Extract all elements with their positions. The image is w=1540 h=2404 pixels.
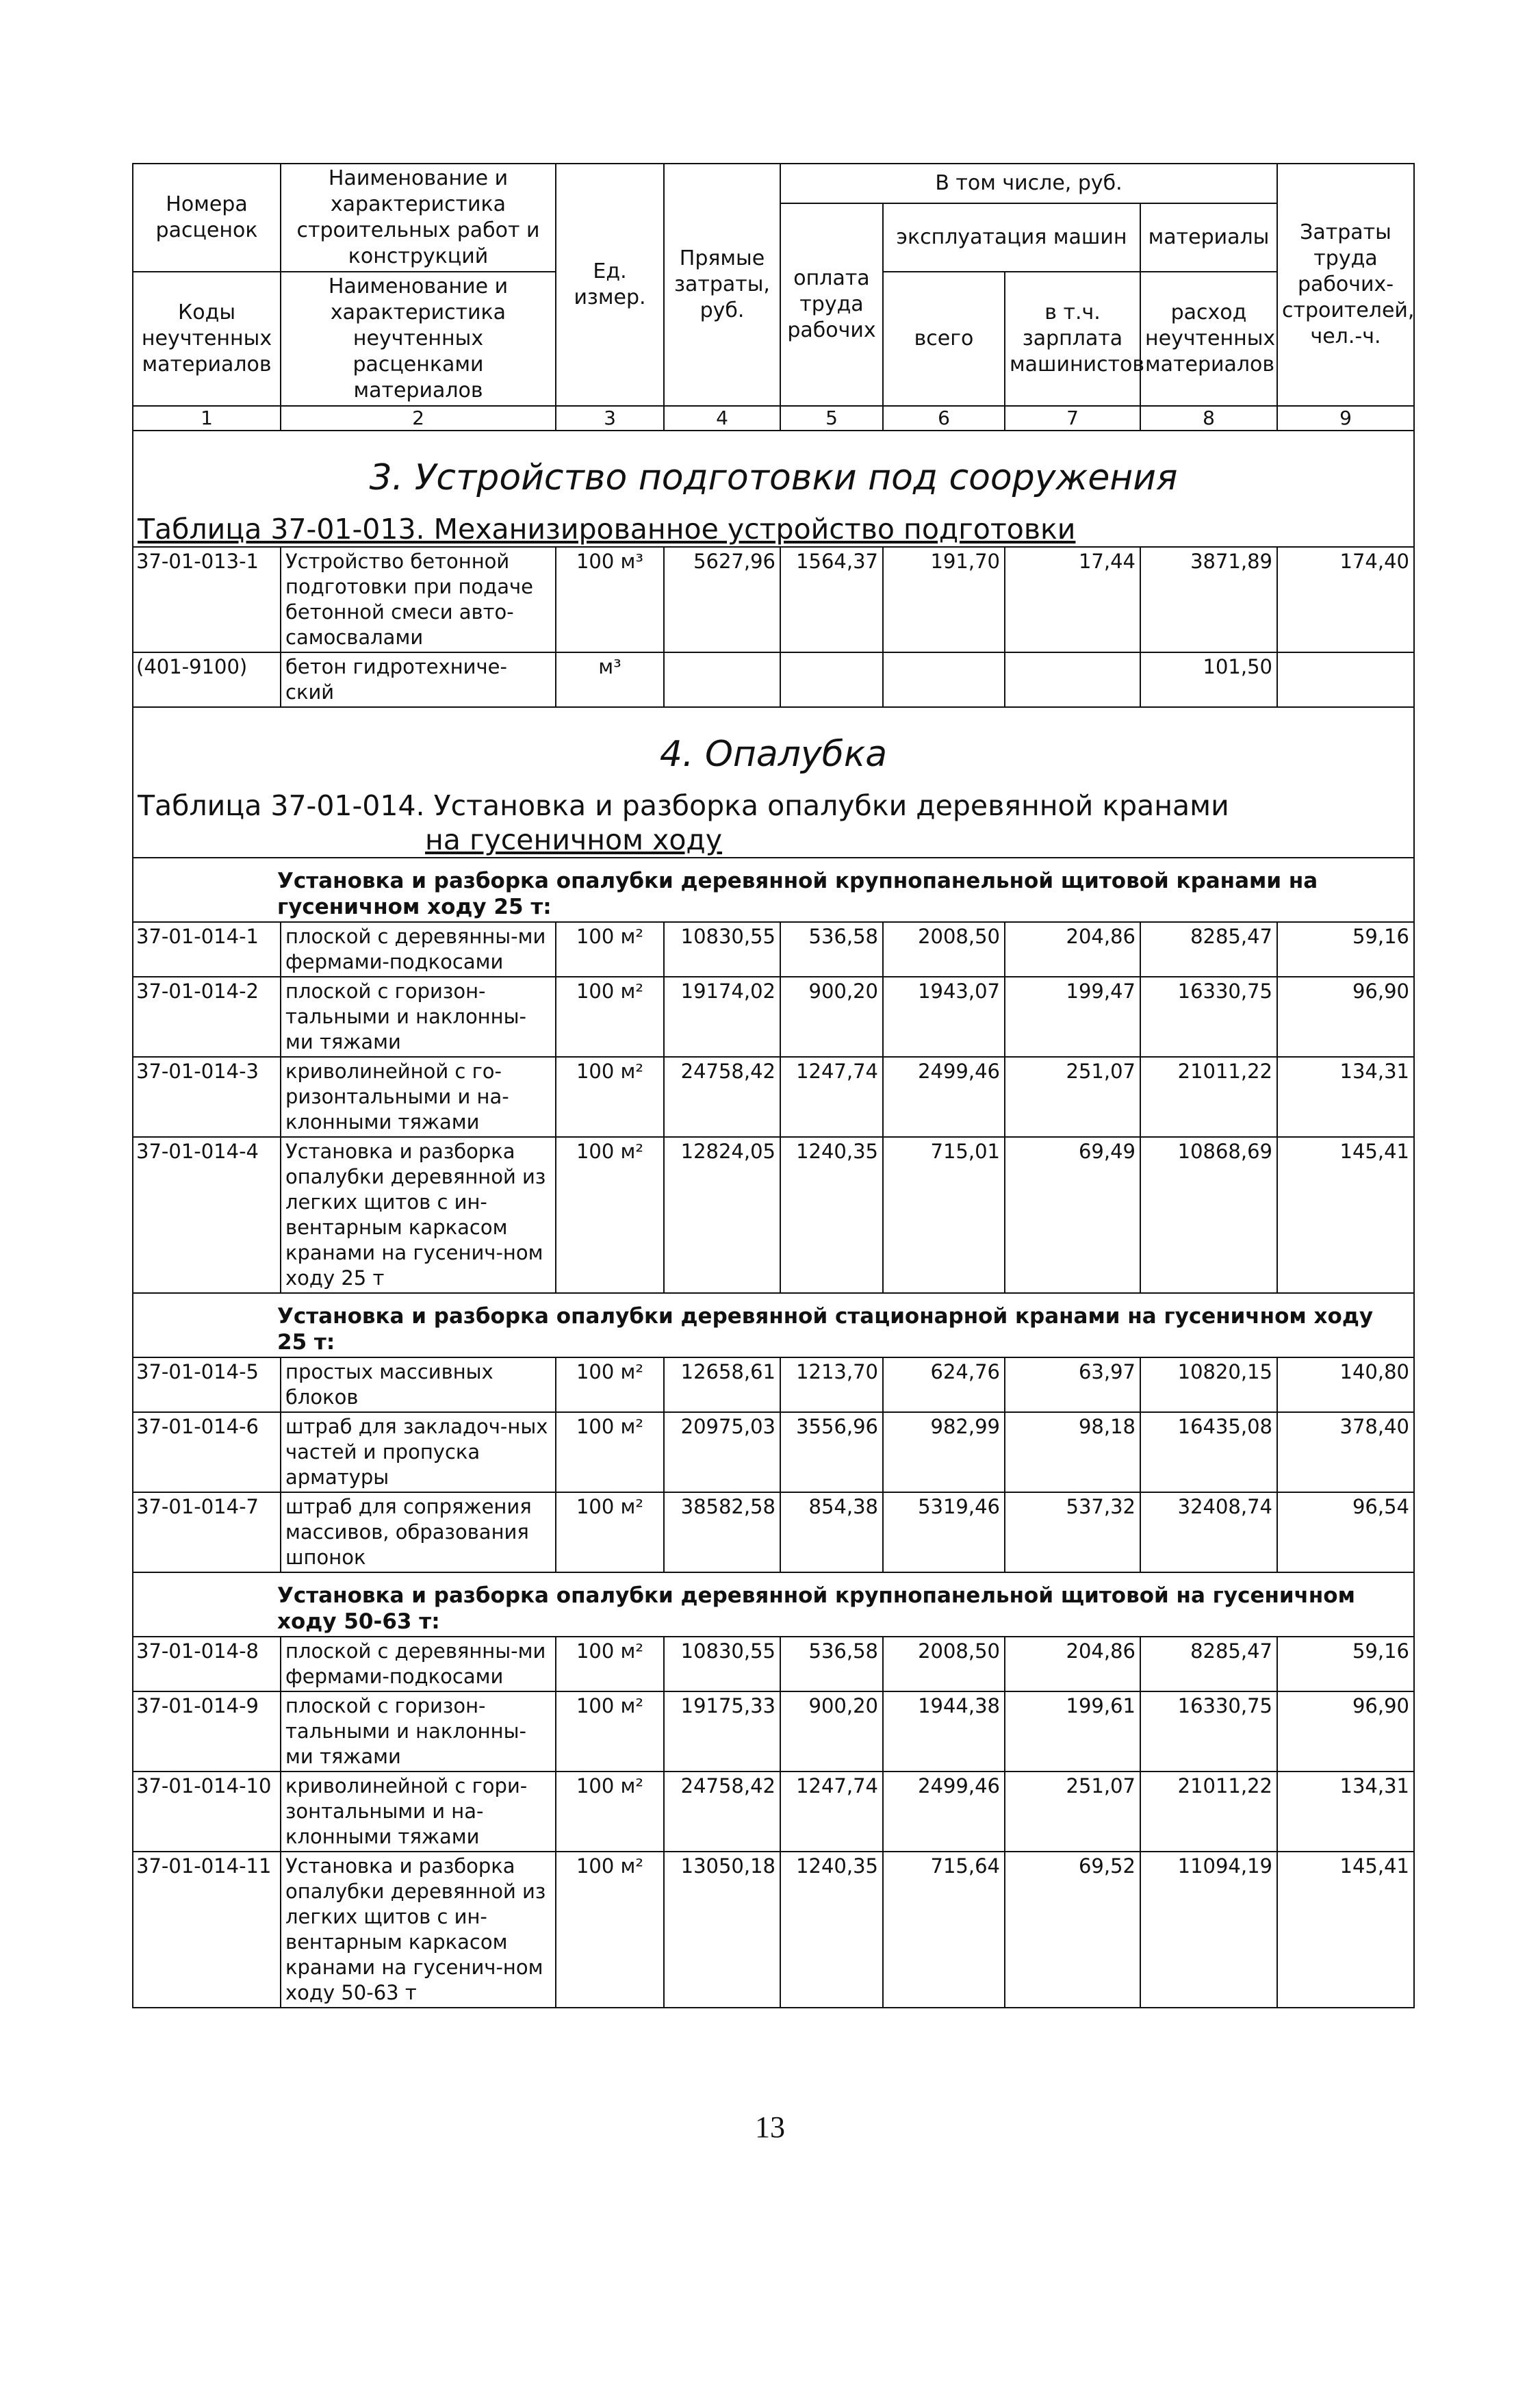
- rate-code: 37-01-014-6: [133, 1412, 281, 1492]
- materials: 32408,74: [1140, 1492, 1277, 1572]
- rate-code: 37-01-014-5: [133, 1357, 281, 1412]
- header-work-name: Наименование и характеристика строительных работ и конструкций: [281, 164, 556, 272]
- direct-costs: 24758,42: [664, 1772, 780, 1852]
- header-operator-wage: в т.ч. зарплата машинистов: [1005, 272, 1140, 406]
- materials: 16330,75: [1140, 1691, 1277, 1772]
- unit: 100 м²: [556, 1057, 664, 1137]
- direct-costs: 38582,58: [664, 1492, 780, 1572]
- labor-hours: 174,40: [1277, 547, 1414, 652]
- labor-hours: 59,16: [1277, 1637, 1414, 1691]
- rate-code: 37-01-014-4: [133, 1137, 281, 1293]
- table-row: [133, 1137, 1414, 1293]
- material-consumption: 101,50: [1140, 652, 1277, 707]
- materials: 10820,15: [1140, 1357, 1277, 1412]
- direct-costs: 12658,61: [664, 1357, 780, 1412]
- labor-hours: 140,80: [1277, 1357, 1414, 1412]
- header-unaccounted-codes: Коды неучтенных материалов: [133, 272, 281, 406]
- direct-costs: 19175,33: [664, 1691, 780, 1772]
- unit: 100 м²: [556, 1357, 664, 1412]
- header-including: В том числе, руб.: [780, 164, 1277, 203]
- table-row: [133, 922, 1414, 977]
- direct-costs: 20975,03: [664, 1412, 780, 1492]
- rate-code: 37-01-014-8: [133, 1637, 281, 1691]
- labor-hours: 59,16: [1277, 922, 1414, 977]
- labor-pay: 900,20: [780, 977, 883, 1057]
- table-row: [133, 547, 1414, 652]
- work-name: плоской с деревянны-ми фермами-подкосами: [281, 922, 556, 977]
- table-row: [133, 1357, 1414, 1412]
- estimate-table-sheet: [132, 163, 1413, 2008]
- rate-code: 37-01-013-1: [133, 547, 281, 652]
- unit: 100 м²: [556, 1137, 664, 1293]
- work-name: штраб для закладоч-ных частей и пропуска арматуры: [281, 1412, 556, 1492]
- table-row: [133, 1412, 1414, 1492]
- operator-wage: 69,52: [1005, 1852, 1140, 2008]
- direct-costs: 5627,96: [664, 547, 780, 652]
- section-4-groups: [133, 858, 1414, 2008]
- direct-costs: 12824,05: [664, 1137, 780, 1293]
- col-number: 1: [133, 406, 281, 431]
- unit: 100 м²: [556, 1412, 664, 1492]
- operator-wage: 63,97: [1005, 1357, 1140, 1412]
- materials: 3871,89: [1140, 547, 1277, 652]
- col-number: 3: [556, 406, 664, 431]
- page-number: 13: [755, 2110, 785, 2144]
- labor-pay: 1213,70: [780, 1357, 883, 1412]
- unit: 100 м²: [556, 1492, 664, 1572]
- labor-hours: 378,40: [1277, 1412, 1414, 1492]
- work-name: криволинейной с го-ризонтальными и на-клонными тяжами: [281, 1057, 556, 1137]
- table-row: [133, 652, 1414, 707]
- rate-code: 37-01-014-1: [133, 922, 281, 977]
- operator-wage: 251,07: [1005, 1772, 1140, 1852]
- section-3: [133, 431, 1414, 707]
- table-row: [133, 1852, 1414, 2008]
- header-machine-total: всего: [883, 272, 1005, 406]
- work-name: штраб для сопряжения массивов, образования шпонок: [281, 1492, 556, 1572]
- materials: 11094,19: [1140, 1852, 1277, 2008]
- direct-costs: 24758,42: [664, 1057, 780, 1137]
- machine-total: 715,64: [883, 1852, 1005, 2008]
- section-title: 4. Опалубка: [133, 707, 1414, 789]
- labor-hours: 96,54: [1277, 1492, 1414, 1572]
- group-title: Установка и разборка опалубки деревянной крупнопанельной щитовой на гусеничном ходу 50-63 т:: [133, 1572, 1414, 1637]
- operator-wage: 199,47: [1005, 977, 1140, 1057]
- table-row: [133, 1637, 1414, 1691]
- work-name: Установка и разборка опалубки деревянной из легких щитов с ин-вентарным каркасом кранами на гусенич-ном ходу 25 т: [281, 1137, 556, 1293]
- labor-pay: 1240,35: [780, 1852, 883, 2008]
- rate-code: 37-01-014-7: [133, 1492, 281, 1572]
- materials: 10868,69: [1140, 1137, 1277, 1293]
- rate-code: 37-01-014-3: [133, 1057, 281, 1137]
- rate-code: 37-01-014-11: [133, 1852, 281, 2008]
- labor-pay: 3556,96: [780, 1412, 883, 1492]
- rate-code: 37-01-014-9: [133, 1691, 281, 1772]
- col-number: 2: [281, 406, 556, 431]
- table-row: [133, 1057, 1414, 1137]
- rate-code: 37-01-014-10: [133, 1772, 281, 1852]
- machine-total: 5319,46: [883, 1492, 1005, 1572]
- work-name: плоской с деревянны-ми фермами-подкосами: [281, 1637, 556, 1691]
- materials: 21011,22: [1140, 1057, 1277, 1137]
- materials: 16435,08: [1140, 1412, 1277, 1492]
- labor-pay: 1564,37: [780, 547, 883, 652]
- estimate-table: [132, 163, 1415, 2008]
- header-machine-operation: эксплуатация машин: [883, 203, 1140, 272]
- labor-pay: 854,38: [780, 1492, 883, 1572]
- table-row: [133, 1492, 1414, 1572]
- unit: 100 м²: [556, 1691, 664, 1772]
- machine-total: 982,99: [883, 1412, 1005, 1492]
- header-direct-costs: Прямые затраты, руб.: [664, 164, 780, 406]
- operator-wage: 251,07: [1005, 1057, 1140, 1137]
- header-rate-numbers: Номера расценок: [133, 164, 281, 272]
- header-labor-hours: Затраты труда рабочих-строителей, чел.-ч.: [1277, 164, 1414, 406]
- unit: м³: [556, 652, 664, 707]
- work-name: Установка и разборка опалубки деревянной из легких щитов с ин-вентарным каркасом кранами на гусенич-ном ходу 50-63 т: [281, 1852, 556, 2008]
- col-number: 6: [883, 406, 1005, 431]
- section-title: 3. Устройство подготовки под сооружения: [133, 431, 1414, 512]
- operator-wage: 17,44: [1005, 547, 1140, 652]
- direct-costs: 10830,55: [664, 922, 780, 977]
- labor-pay: 1247,74: [780, 1772, 883, 1852]
- operator-wage: 204,86: [1005, 922, 1140, 977]
- work-name: Устройство бетонной подготовки при подаче бетонной смеси авто-самосвалами: [281, 547, 556, 652]
- header-labor-pay: оплата труда рабочих: [780, 203, 883, 406]
- col-number: 9: [1277, 406, 1414, 431]
- operator-wage: 537,32: [1005, 1492, 1140, 1572]
- unit: 100 м³: [556, 547, 664, 652]
- machine-total: 2499,46: [883, 1772, 1005, 1852]
- labor-pay: 1247,74: [780, 1057, 883, 1137]
- labor-hours: 96,90: [1277, 1691, 1414, 1772]
- machine-total: 1944,38: [883, 1691, 1005, 1772]
- direct-costs: 19174,02: [664, 977, 780, 1057]
- col-number: 5: [780, 406, 883, 431]
- col-number: 4: [664, 406, 780, 431]
- direct-costs: 13050,18: [664, 1852, 780, 2008]
- table-row: [133, 1772, 1414, 1852]
- unit: 100 м²: [556, 977, 664, 1057]
- table-row: [133, 977, 1414, 1057]
- col-number: 7: [1005, 406, 1140, 431]
- machine-total: 624,76: [883, 1357, 1005, 1412]
- machine-total: 2008,50: [883, 922, 1005, 977]
- work-name: плоской с горизон-тальными и наклонны-ми тяжами: [281, 1691, 556, 1772]
- materials: 8285,47: [1140, 1637, 1277, 1691]
- labor-pay: 536,58: [780, 1637, 883, 1691]
- labor-pay: 900,20: [780, 1691, 883, 1772]
- operator-wage: 69,49: [1005, 1137, 1140, 1293]
- unit: 100 м²: [556, 922, 664, 977]
- work-name: простых массивных блоков: [281, 1357, 556, 1412]
- operator-wage: 199,61: [1005, 1691, 1140, 1772]
- labor-pay: 1240,35: [780, 1137, 883, 1293]
- work-name: плоской с горизон-тальными и наклонны-ми тяжами: [281, 977, 556, 1057]
- machine-total: 715,01: [883, 1137, 1005, 1293]
- direct-costs: 10830,55: [664, 1637, 780, 1691]
- table-title: Таблица 37-01-013. Механизированное устройство подготовки: [133, 512, 1414, 547]
- group-title: Установка и разборка опалубки деревянной стационарной кранами на гусеничном ходу 25 т:: [133, 1293, 1414, 1357]
- operator-wage: 98,18: [1005, 1412, 1140, 1492]
- group-title: Установка и разборка опалубки деревянной крупнопанельной щитовой кранами на гусеничном ходу 25 т:: [133, 858, 1414, 922]
- table-header: [133, 164, 1414, 431]
- header-material-name: Наименование и характеристика неучтенных расценками материалов: [281, 272, 556, 406]
- unit: 100 м²: [556, 1852, 664, 2008]
- labor-hours: 134,31: [1277, 1772, 1414, 1852]
- header-unit: Ед. измер.: [556, 164, 664, 406]
- col-number: 8: [1140, 406, 1277, 431]
- machine-total: 2499,46: [883, 1057, 1005, 1137]
- section-4: [133, 707, 1414, 858]
- labor-pay: 536,58: [780, 922, 883, 977]
- operator-wage: 204,86: [1005, 1637, 1140, 1691]
- material-name: бетон гидротехниче-ский: [281, 652, 556, 707]
- table-title: Таблица 37-01-014. Установка и разборка опалубки деревянной кранами на гусеничном ходу: [133, 789, 1414, 858]
- labor-hours: 145,41: [1277, 1852, 1414, 2008]
- materials: 16330,75: [1140, 977, 1277, 1057]
- machine-total: 1943,07: [883, 977, 1005, 1057]
- unit: 100 м²: [556, 1637, 664, 1691]
- unit: 100 м²: [556, 1772, 664, 1852]
- labor-hours: 96,90: [1277, 977, 1414, 1057]
- materials: 8285,47: [1140, 922, 1277, 977]
- labor-hours: 134,31: [1277, 1057, 1414, 1137]
- machine-total: 2008,50: [883, 1637, 1005, 1691]
- header-materials: материалы: [1140, 203, 1277, 272]
- material-code: (401-9100): [133, 652, 281, 707]
- header-material-consumption: расход неучтенных материалов: [1140, 272, 1277, 406]
- machine-total: 191,70: [883, 547, 1005, 652]
- work-name: криволинейной с гори-зонтальными и на-клонными тяжами: [281, 1772, 556, 1852]
- materials: 21011,22: [1140, 1772, 1277, 1852]
- rate-code: 37-01-014-2: [133, 977, 281, 1057]
- table-row: [133, 1691, 1414, 1772]
- labor-hours: 145,41: [1277, 1137, 1414, 1293]
